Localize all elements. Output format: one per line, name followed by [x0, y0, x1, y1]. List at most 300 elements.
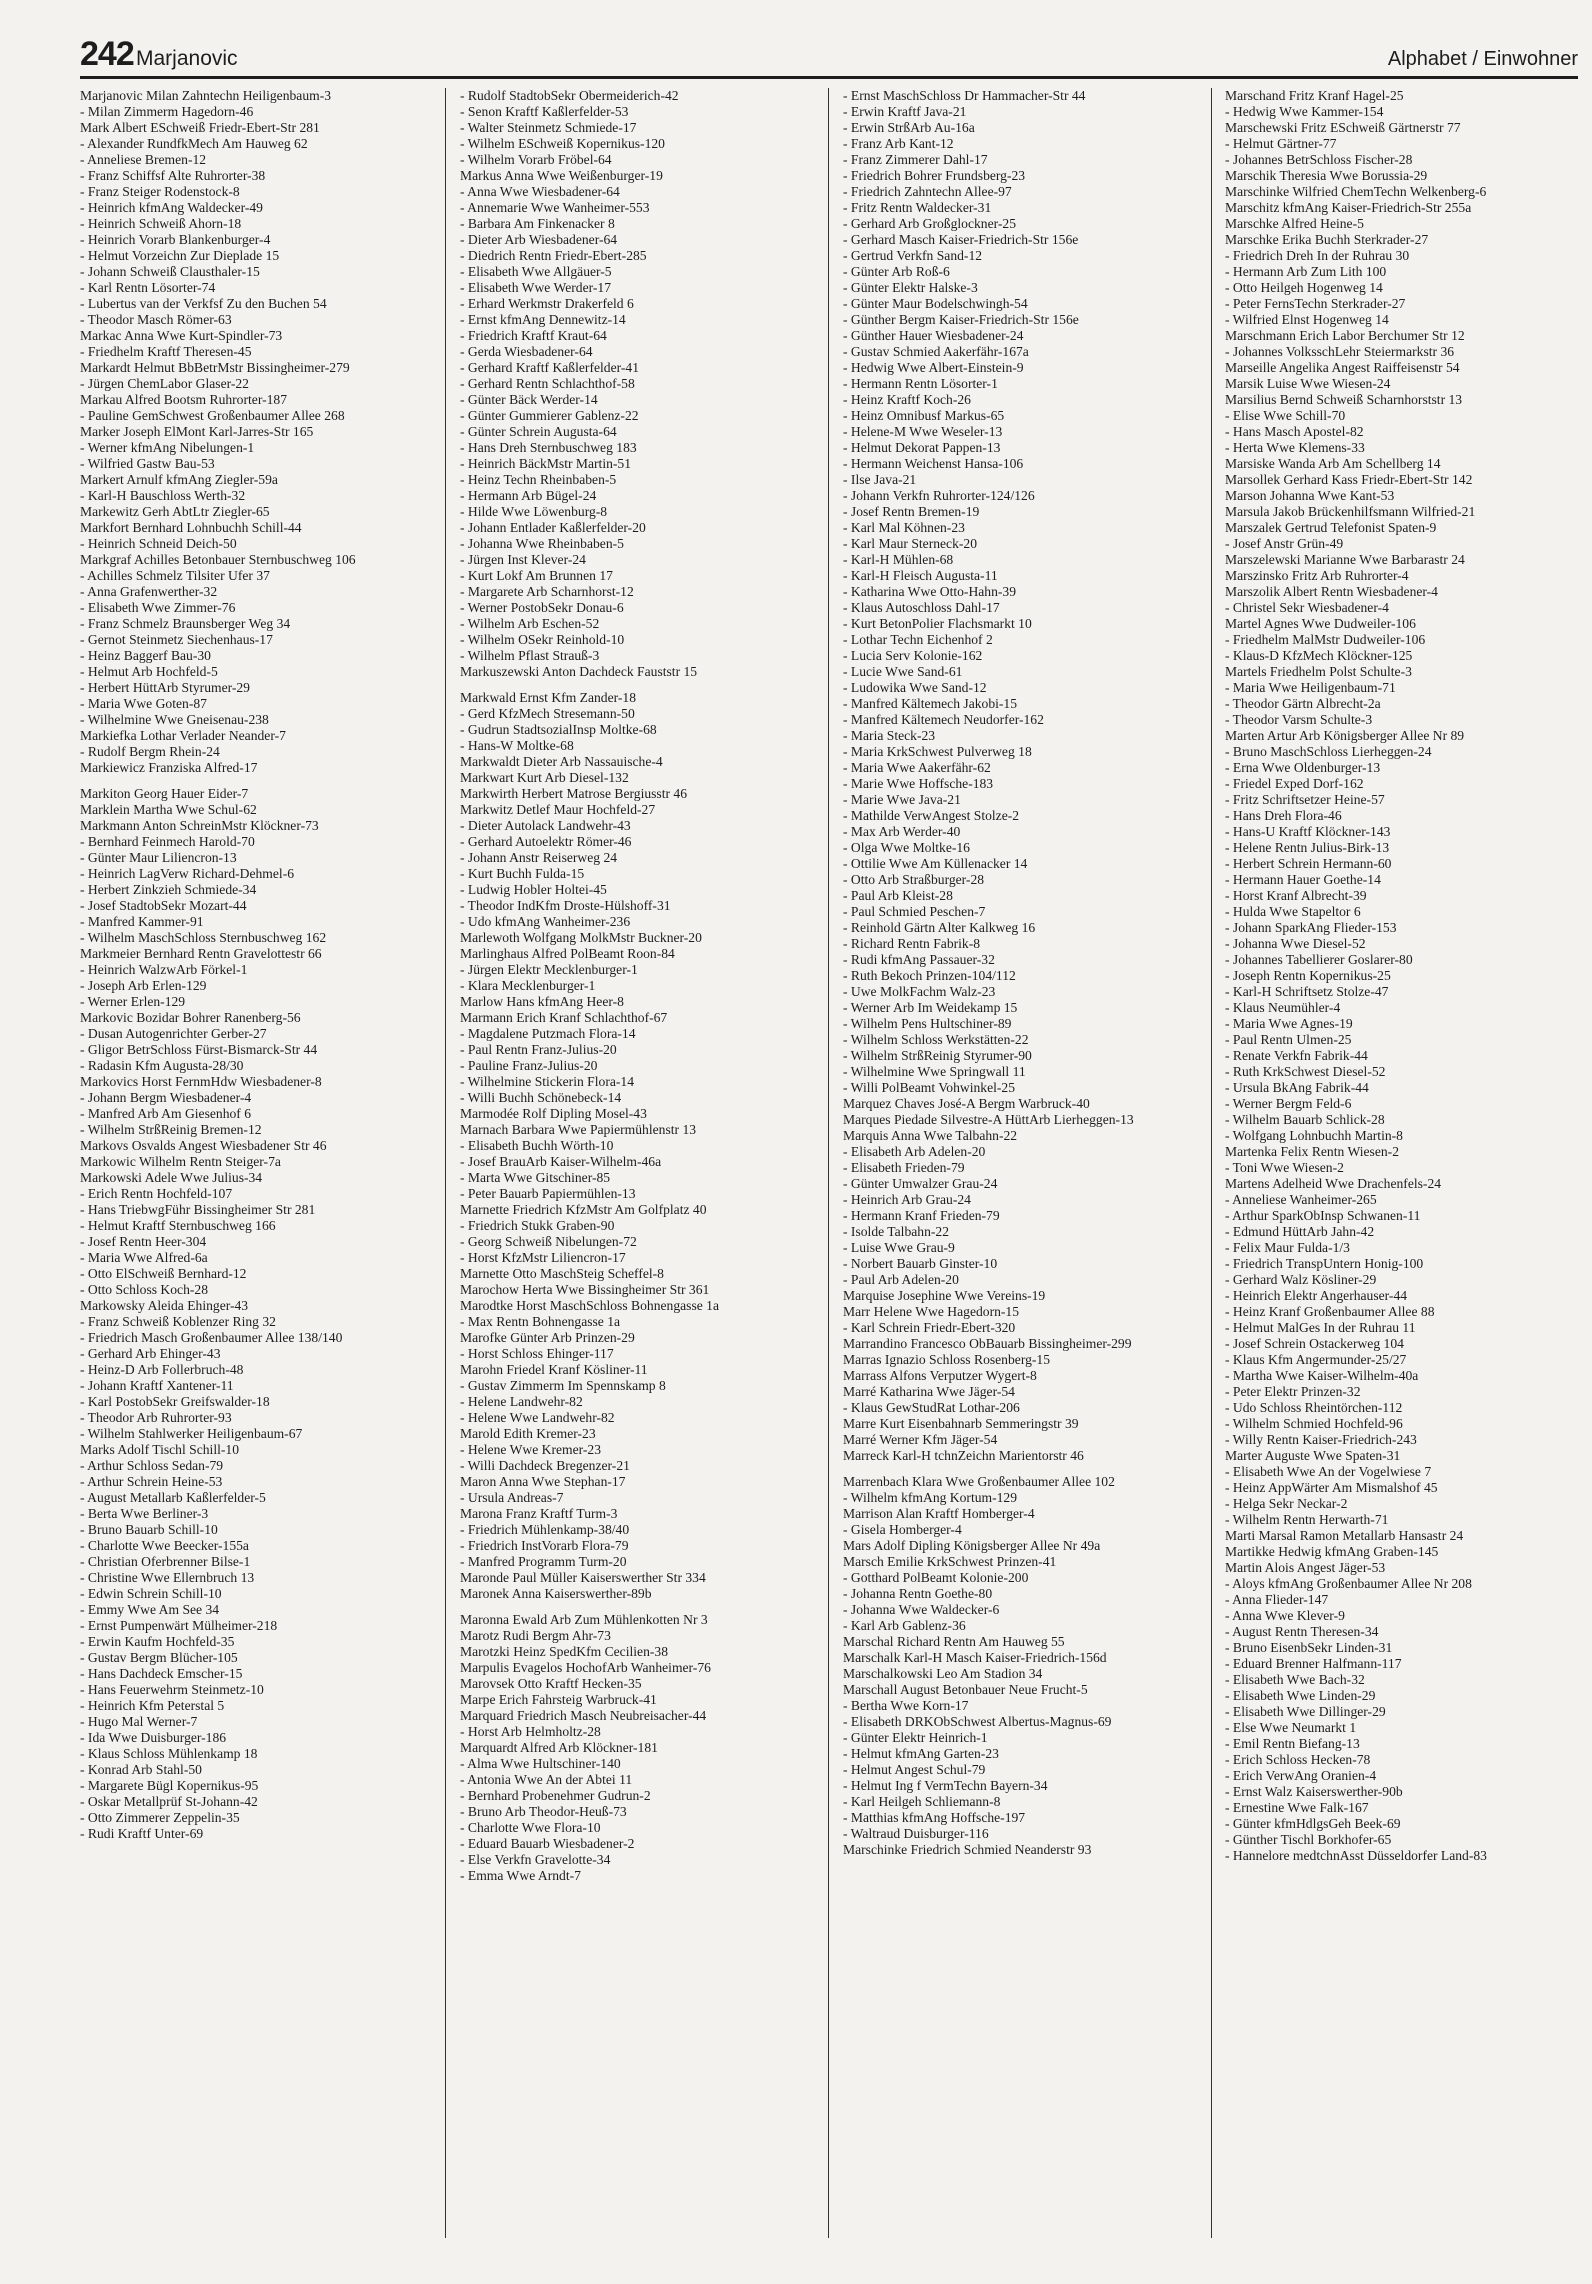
directory-entry: - Manfred Arb Am Giesenhof 6	[80, 1106, 252, 1121]
directory-entry: - Heinz-D Arb Follerbruch-48	[80, 1362, 244, 1377]
directory-entry: - Hans TriebwgFühr Bissingheimer Str 281	[80, 1202, 316, 1217]
directory-entry: - Lothar Techn Eichenhof 2	[843, 632, 993, 647]
directory-entry: Martels Friedhelm Polst Schulte-3	[1225, 664, 1412, 679]
directory-entry: Marquez Chaves José-A Bergm Warbruck-40	[843, 1096, 1090, 1111]
directory-entry: Markowsky Aleida Ehinger-43	[80, 1298, 249, 1313]
directory-entry: - Josef Anstr Grün-49	[1225, 536, 1344, 551]
directory-entry: - Christian Oferbrenner Bilse-1	[80, 1554, 251, 1569]
directory-entry: - Anna Flieder-147	[1225, 1592, 1329, 1607]
directory-entry: - Erich VerwAng Oranien-4	[1225, 1768, 1377, 1783]
directory-entry: Marrison Alan Kraftf Homberger-4	[843, 1506, 1035, 1521]
directory-entry: - Alexander RundfkMech Am Hauweg 62	[80, 136, 308, 151]
directory-entry: - Hermann Arb Zum Lith 100	[1225, 264, 1387, 279]
directory-entry: - Heinrich LagVerw Richard-Dehmel-6	[80, 866, 295, 881]
directory-entry: Marsilius Bernd Schweiß Scharnhorststr 13	[1225, 392, 1463, 407]
directory-entry: - Karl Heilgeh Schliemann-8	[843, 1794, 1001, 1809]
directory-entry: Markovics Horst FernmHdw Wiesbadener-8	[80, 1074, 322, 1089]
directory-entry: - Klara Mecklenburger-1	[460, 978, 596, 993]
directory-entry: - Gligor BetrSchloss Fürst-Bismarck-Str 44	[80, 1042, 318, 1057]
directory-entry: Marschke Erika Buchh Sterkrader-27	[1225, 232, 1429, 247]
directory-entry: - Wilhelm kfmAng Kortum-129	[843, 1490, 1018, 1505]
directory-entry: - Georg Schweiß Nibelungen-72	[460, 1234, 637, 1249]
directory-entry: - Rudi kfmAng Passauer-32	[843, 952, 995, 967]
directory-entry: - Berta Wwe Berliner-3	[80, 1506, 209, 1521]
directory-entry: - Johann Schweiß Clausthaler-15	[80, 264, 260, 279]
directory-entry: Markus Anna Wwe Weißenburger-19	[460, 168, 663, 183]
directory-entry: - Lucie Wwe Sand-61	[843, 664, 963, 679]
directory-entry: - Peter Bauarb Papiermühlen-13	[460, 1186, 636, 1201]
directory-entry: - Gerhard Masch Kaiser-Friedrich-Str 156e	[843, 232, 1079, 247]
directory-entry: Marklein Martha Wwe Schul-62	[80, 802, 257, 817]
directory-entry: Markau Alfred Bootsm Ruhrorter-187	[80, 392, 287, 407]
directory-entry: - Theodor Arb Ruhrorter-93	[80, 1410, 232, 1425]
directory-entry: - Horst KfzMstr Liliencron-17	[460, 1250, 626, 1265]
directory-entry: Marseille Angelika Angest Raiffeisenstr 54	[1225, 360, 1460, 375]
directory-entry: - Johann SparkAng Flieder-153	[1225, 920, 1397, 935]
directory-entry: - Ludwig Hobler Holtei-45	[460, 882, 607, 897]
directory-entry: Marszolik Albert Rentn Wiesbadener-4	[1225, 584, 1438, 599]
directory-entry: Markac Anna Wwe Kurt-Spindler-73	[80, 328, 283, 343]
directory-entry: Markmeier Bernhard Rentn Gravelottestr 66	[80, 946, 322, 961]
directory-entry: - Johannes BetrSchloss Fischer-28	[1225, 152, 1413, 167]
directory-entry: - Josef Schrein Ostackerweg 104	[1225, 1336, 1404, 1351]
directory-entry: - Ottilie Wwe Am Küllenacker 14	[843, 856, 1028, 871]
directory-entry: Marsula Jakob Brückenhilfsmann Wilfried-21	[1225, 504, 1476, 519]
directory-entry: - Heinz Techn Rheinbaben-5	[460, 472, 617, 487]
directory-entry: - Gerhard Arb Ehinger-43	[80, 1346, 221, 1361]
directory-entry: - Ruth Bekoch Prinzen-104/112	[843, 968, 1016, 983]
directory-entry: Marquis Anna Wwe Talbahn-22	[843, 1128, 1018, 1143]
directory-entry: - Horst Arb Helmholtz-28	[460, 1724, 601, 1739]
directory-entry: - Paul Rentn Ulmen-25	[1225, 1032, 1352, 1047]
directory-entry: - Friedrich Kraftf Kraut-64	[460, 328, 607, 343]
directory-entry: - Werner Bergm Feld-6	[1225, 1096, 1352, 1111]
directory-entry: - Elisabeth Wwe Linden-29	[1225, 1688, 1376, 1703]
directory-entry: - Elisabeth Wwe Allgäuer-5	[460, 264, 612, 279]
column-4	[1225, 88, 1543, 2238]
directory-entry: - Heinrich Vorarb Blankenburger-4	[80, 232, 271, 247]
directory-entry: - Bruno EisenbSekr Linden-31	[1225, 1640, 1393, 1655]
directory-entry: Marjanovic Milan Zahntechn Heiligenbaum-3	[80, 88, 332, 103]
directory-entry: Marofke Günter Arb Prinzen-29	[460, 1330, 635, 1345]
directory-entry: Maronde Paul Müller Kaiserswerther Str 334	[460, 1570, 706, 1585]
directory-entry: Marschinke Friedrich Schmied Neanderstr 93	[843, 1842, 1092, 1857]
directory-entry: - Karl Rentn Lösorter-74	[80, 280, 216, 295]
directory-entry: - Wilhelm StrßReinig Styrumer-90	[843, 1048, 1032, 1063]
directory-entry: - Waltraud Duisburger-116	[843, 1826, 989, 1841]
directory-entry: - Rudolf StadtobSekr Obermeiderich-42	[460, 88, 679, 103]
directory-entry: - Olga Wwe Moltke-16	[843, 840, 970, 855]
directory-entry: Marszinsko Fritz Arb Ruhrorter-4	[1225, 568, 1409, 583]
directory-entry: Marti Marsal Ramon Metallarb Hansastr 24	[1225, 1528, 1464, 1543]
directory-entry: - Gerhard Autoelektr Römer-46	[460, 834, 632, 849]
directory-entry: - Karl-H Mühlen-68	[843, 552, 954, 567]
directory-entry: - Willi Dachdeck Bregenzer-21	[460, 1458, 630, 1473]
directory-entry: - Günter Elektr Halske-3	[843, 280, 978, 295]
directory-entry: - Hermann Rentn Lösorter-1	[843, 376, 998, 391]
directory-entry: - Emil Rentn Biefang-13	[1225, 1736, 1360, 1751]
directory-entry: Marsch Emilie KrkSchwest Prinzen-41	[843, 1554, 1057, 1569]
directory-entry: - Otto Zimmerer Zeppelin-35	[80, 1810, 240, 1825]
directory-entry: - Hans-U Kraftf Klöckner-143	[1225, 824, 1391, 839]
directory-entry: Marrandino Francesco ObBauarb Bissingheimer-299	[843, 1336, 1132, 1351]
directory-entry: - Günter Maur Bodelschwingh-54	[843, 296, 1028, 311]
directory-entry: - Klaus Schloss Mühlenkamp 18	[80, 1746, 258, 1761]
directory-entry: - Erwin Kaufm Hochfeld-35	[80, 1634, 235, 1649]
directory-entry: Mars Adolf Dipling Königsberger Allee Nr 49a	[843, 1538, 1101, 1553]
directory-entry: - Friedhelm Kraftf Theresen-45	[80, 344, 252, 359]
directory-entry: - Ruth KrkSchwest Diesel-52	[1225, 1064, 1386, 1079]
directory-entry: - Arthur Schrein Heine-53	[80, 1474, 223, 1489]
directory-entry: - Wilhelm Pflast Strauß-3	[460, 648, 600, 663]
directory-entry: Maronek Anna Kaiserswerther-89b	[460, 1586, 652, 1601]
directory-entry: Markuszewski Anton Dachdeck Fauststr 15	[460, 664, 698, 679]
directory-entry: - Magdalene Putzmach Flora-14	[460, 1026, 636, 1041]
directory-entry: - Jürgen Elektr Mecklenburger-1	[460, 962, 638, 977]
directory-entry: - Theodor Varsm Schulte-3	[1225, 712, 1373, 727]
directory-entry: - Helmut Kraftf Sternbuschweg 166	[80, 1218, 276, 1233]
directory-entry: - Johann Bergm Wiesbadener-4	[80, 1090, 252, 1105]
directory-entry: - Toni Wwe Wiesen-2	[1225, 1160, 1344, 1175]
directory-entry: - Elisabeth Wwe Zimmer-76	[80, 600, 236, 615]
directory-entry: - Elisabeth Arb Adelen-20	[843, 1144, 986, 1159]
directory-entry: Marker Joseph ElMont Karl-Jarres-Str 165	[80, 424, 314, 439]
directory-entry: - Aloys kfmAng Großenbaumer Allee Nr 208	[1225, 1576, 1472, 1591]
directory-entry: - Klaus-D KfzMech Klöckner-125	[1225, 648, 1413, 663]
directory-entry: - Barbara Am Finkenacker 8	[460, 216, 615, 231]
directory-entry: - Herbert Schrein Hermann-60	[1225, 856, 1392, 871]
directory-entry: Marschik Theresia Wwe Borussia-29	[1225, 168, 1428, 183]
directory-entry: - Heinrich Schweiß Ahorn-18	[80, 216, 242, 231]
directory-entry: - Wilhelm OSekr Reinhold-10	[460, 632, 625, 647]
directory-entry: Markovs Osvalds Angest Wiesbadener Str 46	[80, 1138, 327, 1153]
directory-entry: Marré Katharina Wwe Jäger-54	[843, 1384, 1015, 1399]
directory-entry: - Elisabeth Wwe Bach-32	[1225, 1672, 1365, 1687]
directory-entry: - Heinz Omnibusf Markus-65	[843, 408, 1005, 423]
directory-entry: Marlinghaus Alfred PolBeamt Roon-84	[460, 946, 675, 961]
directory-entry: - Helene Wwe Landwehr-82	[460, 1410, 615, 1425]
directory-entry: - Johann Anstr Reiserweg 24	[460, 850, 618, 865]
directory-entry: - Helmut Ing f VermTechn Bayern-34	[843, 1778, 1048, 1793]
directory-entry: Marquardt Alfred Arb Klöckner-181	[460, 1740, 658, 1755]
directory-entry: - Charlotte Wwe Beecker-155a	[80, 1538, 249, 1553]
directory-entry: - Friedrich Stukk Graben-90	[460, 1218, 615, 1233]
directory-entry: Markwald Ernst Kfm Zander-18	[460, 690, 637, 705]
directory-entry: - Johannes VolksschLehr Steiermarkstr 36	[1225, 344, 1455, 359]
directory-entry: - Friedrich Mühlenkamp-38/40	[460, 1522, 630, 1537]
directory-entry: - Maria Wwe Alfred-6a	[80, 1250, 208, 1265]
directory-entry: - Manfred Kältemech Jakobi-15	[843, 696, 1018, 711]
directory-entry: - Kurt Lokf Am Brunnen 17	[460, 568, 613, 583]
directory-entry: - Norbert Bauarb Ginster-10	[843, 1256, 998, 1271]
directory-entry: - Günter Elektr Heinrich-1	[843, 1730, 988, 1745]
directory-entry: - Wilhelm Pens Hultschiner-89	[843, 1016, 1012, 1031]
directory-entry: - Helene Rentn Julius-Birk-13	[1225, 840, 1390, 855]
directory-entry: - Otto Heilgeh Hogenweg 14	[1225, 280, 1383, 295]
directory-entry: - Joseph Rentn Kopernikus-25	[1225, 968, 1391, 983]
section-title: Alphabet / Einwohner	[1387, 48, 1578, 70]
directory-entry: - Gudrun StadtsozialInsp Moltke-68	[460, 722, 657, 737]
directory-entry: - Udo Schloss Rheintörchen-112	[1225, 1400, 1403, 1415]
directory-entry: Marsollek Gerhard Kass Friedr-Ebert-Str 142	[1225, 472, 1473, 487]
directory-entry: - Josef StadtobSekr Mozart-44	[80, 898, 247, 913]
directory-entry: Marquard Friedrich Masch Neubreisacher-44	[460, 1708, 707, 1723]
directory-entry: Markardt Helmut BbBetrMstr Bissingheimer-279	[80, 360, 350, 375]
directory-entry: - Bruno Arb Theodor-Heuß-73	[460, 1804, 627, 1819]
directory-entry: - Walter Steinmetz Schmiede-17	[460, 120, 637, 135]
directory-entry: - Anneliese Wanheimer-265	[1225, 1192, 1377, 1207]
directory-entry: - Edmund HüttArb Jahn-42	[1225, 1224, 1375, 1239]
directory-entry: - Klaus Neumühler-4	[1225, 1000, 1341, 1015]
directory-entry: - Diedrich Rentn Friedr-Ebert-285	[460, 248, 647, 263]
directory-entry: Marré Werner Kfm Jäger-54	[843, 1432, 998, 1447]
directory-entry: - Lucia Serv Kolonie-162	[843, 648, 983, 663]
directory-columns	[0, 88, 1592, 2284]
directory-entry: Martel Agnes Wwe Dudweiler-106	[1225, 616, 1416, 631]
directory-entry: Marlow Hans kfmAng Heer-8	[460, 994, 624, 1009]
directory-entry: Markwaldt Dieter Arb Nassauische-4	[460, 754, 663, 769]
directory-entry: - Klaus Kfm Angermunder-25/27	[1225, 1352, 1407, 1367]
directory-entry: - Fritz Rentn Waldecker-31	[843, 200, 992, 215]
directory-entry: - Herbert HüttArb Styrumer-29	[80, 680, 250, 695]
directory-entry: - Theodor Masch Römer-63	[80, 312, 232, 327]
directory-entry: - Heinrich WalzwArb Förkel-1	[80, 962, 248, 977]
directory-entry: - Herbert Zinkzieh Schmiede-34	[80, 882, 257, 897]
directory-entry: - Wilhelmine Wwe Springwall 11	[843, 1064, 1026, 1079]
directory-entry: - Wilhelm Vorarb Fröbel-64	[460, 152, 612, 167]
directory-entry: Marohn Friedel Kranf Kösliner-11	[460, 1362, 648, 1377]
directory-entry: - Isolde Talbahn-22	[843, 1224, 950, 1239]
directory-entry: - Elisabeth DRKObSchwest Albertus-Magnus-69	[843, 1714, 1112, 1729]
directory-entry: - Ernst MaschSchloss Dr Hammacher-Str 44	[843, 88, 1086, 103]
directory-entry: - Werner Erlen-129	[80, 994, 186, 1009]
directory-entry: - Josef BrauArb Kaiser-Wilhelm-46a	[460, 1154, 662, 1169]
directory-entry: Maronna Ewald Arb Zum Mühlenkotten Nr 3	[460, 1612, 708, 1627]
directory-entry: - Pauline GemSchwest Großenbaumer Allee 268	[80, 408, 345, 423]
directory-entry: - Johanna Wwe Diesel-52	[1225, 936, 1366, 951]
directory-entry: Marschmann Erich Labor Berchumer Str 12	[1225, 328, 1465, 343]
directory-entry: Martikke Hedwig kfmAng Graben-145	[1225, 1544, 1439, 1559]
directory-entry: - Anna Grafenwerther-32	[80, 584, 218, 599]
directory-entry: Marras Ignazio Schloss Rosenberg-15	[843, 1352, 1051, 1367]
directory-entry: - Anneliese Bremen-12	[80, 152, 207, 167]
directory-entry: Marmodée Rolf Dipling Mosel-43	[460, 1106, 647, 1121]
directory-entry: - Johann Verkfn Ruhrorter-124/126	[843, 488, 1035, 503]
directory-entry: - Friedel Exped Dorf-162	[1225, 776, 1364, 791]
directory-entry: Marschinke Wilfried ChemTechn Welkenberg-6	[1225, 184, 1487, 199]
directory-entry: - Renate Verkfn Fabrik-44	[1225, 1048, 1368, 1063]
directory-entry: - Helmut kfmAng Garten-23	[843, 1746, 999, 1761]
directory-entry: - Dusan Autogenrichter Gerber-27	[80, 1026, 267, 1041]
directory-entry: - Arthur SparkObInsp Schwanen-11	[1225, 1208, 1421, 1223]
directory-entry: - Ernestine Wwe Falk-167	[1225, 1800, 1369, 1815]
directory-entry: - Pauline Franz-Julius-20	[460, 1058, 598, 1073]
directory-entry: - Heinrich BäckMstr Martin-51	[460, 456, 632, 471]
directory-entry: Marotz Rudi Bergm Ahr-73	[460, 1628, 611, 1643]
directory-entry: - Johanna Wwe Rheinbaben-5	[460, 536, 624, 551]
directory-entry: - Werner kfmAng Nibelungen-1	[80, 440, 255, 455]
directory-entry: Marpulis Evagelos HochofArb Wanheimer-76	[460, 1660, 711, 1675]
directory-entry: Marquise Josephine Wwe Vereins-19	[843, 1288, 1046, 1303]
directory-entry: - Erich Rentn Hochfeld-107	[80, 1186, 233, 1201]
directory-entry: - Ludowika Wwe Sand-12	[843, 680, 987, 695]
directory-entry: Marnette Otto MaschSteig Scheffel-8	[460, 1266, 664, 1281]
directory-entry: - Wilhelm MaschSchloss Sternbuschweg 162	[80, 930, 327, 945]
directory-entry: Marschitz kfmAng Kaiser-Friedrich-Str 255a	[1225, 200, 1472, 215]
directory-entry: - Joseph Arb Erlen-129	[80, 978, 207, 993]
directory-entry: Marschal Richard Rentn Am Hauweg 55	[843, 1634, 1065, 1649]
directory-entry: - Hans Dreh Flora-46	[1225, 808, 1342, 823]
directory-entry: Marschke Alfred Heine-5	[1225, 216, 1364, 231]
directory-entry: - Wilhelmine Wwe Gneisenau-238	[80, 712, 269, 727]
page-number: 242	[80, 35, 134, 73]
directory-entry: Markgraf Achilles Betonbauer Sternbuschweg 106	[80, 552, 356, 567]
directory-entry: - Hermann Arb Bügel-24	[460, 488, 597, 503]
directory-entry: - Gerd KfzMech Stresemann-50	[460, 706, 635, 721]
directory-entry: Markiefka Lothar Verlader Neander-7	[80, 728, 286, 743]
directory-entry: Marr Helene Wwe Hagedorn-15	[843, 1304, 1020, 1319]
directory-entry: - Gisela Homberger-4	[843, 1522, 962, 1537]
directory-entry: - Wilhelm Stahlwerker Heiligenbaum-67	[80, 1426, 303, 1441]
directory-entry: - Friedrich InstVorarb Flora-79	[460, 1538, 629, 1553]
directory-entry: - Elisabeth Buchh Wörth-10	[460, 1138, 614, 1153]
directory-entry: - Antonia Wwe An der Abtei 11	[460, 1772, 633, 1787]
directory-entry: - Reinhold Gärtn Alter Kalkweg 16	[843, 920, 1036, 935]
directory-entry: - Karl PostobSekr Greifswalder-18	[80, 1394, 270, 1409]
directory-entry: - Günter Arb Roß-6	[843, 264, 950, 279]
directory-entry: - Elise Wwe Schill-70	[1225, 408, 1346, 423]
directory-entry: - Heinz Baggerf Bau-30	[80, 648, 211, 663]
directory-entry: Marter Auguste Wwe Spaten-31	[1225, 1448, 1401, 1463]
directory-entry: - Manfred Kältemech Neudorfer-162	[843, 712, 1044, 727]
directory-entry: - Hulda Wwe Stapeltor 6	[1225, 904, 1361, 919]
directory-entry: - Werner Arb Im Weidekamp 15	[843, 1000, 1018, 1015]
directory-entry: - Helene-M Wwe Weseler-13	[843, 424, 1003, 439]
directory-entry: - Elisabeth Wwe Dillinger-29	[1225, 1704, 1386, 1719]
directory-entry: - Achilles Schmelz Tilsiter Ufer 37	[80, 568, 270, 583]
directory-entry: - Dieter Arb Wiesbadener-64	[460, 232, 618, 247]
directory-entry: - Erwin StrßArb Au-16a	[843, 120, 975, 135]
directory-entry: - Udo kfmAng Wanheimer-236	[460, 914, 631, 929]
directory-entry: - Theodor Gärtn Albrecht-2a	[1225, 696, 1381, 711]
directory-entry: Marschalkowski Leo Am Stadion 34	[843, 1666, 1043, 1681]
directory-entry: - Erwin Kraftf Java-21	[843, 104, 967, 119]
directory-entry: - Franz Steiger Rodenstock-8	[80, 184, 240, 199]
directory-entry: - Mathilde VerwAngest Stolze-2	[843, 808, 1020, 823]
directory-entry: - Margarete Bügl Kopernikus-95	[80, 1778, 259, 1793]
directory-entry: - Heinrich Elektr Angerhauser-44	[1225, 1288, 1408, 1303]
directory-entry: - Bertha Wwe Korn-17	[843, 1698, 969, 1713]
directory-entry: - Ernst Walz Kaiserswerther-90b	[1225, 1784, 1403, 1799]
directory-entry: - Eduard Brenner Halfmann-117	[1225, 1656, 1402, 1671]
directory-entry: Marpe Erich Fahrsteig Warbruck-41	[460, 1692, 657, 1707]
directory-entry: - Wilhelm ESchweiß Kopernikus-120	[460, 136, 665, 151]
directory-entry: - Wilhelm Arb Eschen-52	[460, 616, 600, 631]
directory-entry: - Charlotte Wwe Flora-10	[460, 1820, 601, 1835]
directory-entry: Marlewoth Wolfgang MolkMstr Buckner-20	[460, 930, 702, 945]
directory-entry: Marschand Fritz Kranf Hagel-25	[1225, 88, 1404, 103]
directory-entry: Marotzki Heinz SpedKfm Cecilien-38	[460, 1644, 669, 1659]
directory-entry: - Otto ElSchweiß Bernhard-12	[80, 1266, 247, 1281]
directory-entry: - Hans Masch Apostel-82	[1225, 424, 1364, 439]
directory-entry: Martens Adelheid Wwe Drachenfels-24	[1225, 1176, 1442, 1191]
directory-entry: - Hans Dachdeck Emscher-15	[80, 1666, 243, 1681]
directory-entry: - Gerda Wiesbadener-64	[460, 344, 593, 359]
directory-entry: Marrenbach Klara Wwe Großenbaumer Allee 102	[843, 1474, 1115, 1489]
directory-entry: - Hugo Mal Werner-7	[80, 1714, 198, 1729]
directory-entry: - Anna Wwe Klever-9	[1225, 1608, 1345, 1623]
directory-entry: Markert Arnulf kfmAng Ziegler-59a	[80, 472, 278, 487]
directory-entry: - Friedrich Zahntechn Allee-97	[843, 184, 1012, 199]
directory-entry: - Bruno MaschSchloss Lierheggen-24	[1225, 744, 1432, 759]
directory-entry: - Günter Bäck Werder-14	[460, 392, 598, 407]
directory-entry: - Günter Schrein Augusta-64	[460, 424, 617, 439]
directory-entry: - Maria KrkSchwest Pulverweg 18	[843, 744, 1032, 759]
directory-entry: Marochow Herta Wwe Bissingheimer Str 361	[460, 1282, 710, 1297]
directory-entry: - Hans-W Moltke-68	[460, 738, 574, 753]
directory-entry: - Milan Zimmerm Hagedorn-46	[80, 104, 254, 119]
directory-entry: - Matthias kfmAng Hoffsche-197	[843, 1810, 1026, 1825]
directory-entry: - Friedrich Bohrer Frundsberg-23	[843, 168, 1026, 183]
directory-entry: - Günther Tischl Borkhofer-65	[1225, 1832, 1392, 1847]
directory-entry: - Günter Umwalzer Grau-24	[843, 1176, 998, 1191]
directory-entry: - Josef Rentn Heer-304	[80, 1234, 207, 1249]
directory-entry: Markfort Bernhard Lohnbuchh Schill-44	[80, 520, 302, 535]
directory-entry: - Wilfried Gastw Bau-53	[80, 456, 215, 471]
directory-entry: - Hermann Hauer Goethe-14	[1225, 872, 1381, 887]
directory-entry: Markiton Georg Hauer Eider-7	[80, 786, 249, 801]
directory-entry: - Senon Kraftf Kaßlerfelder-53	[460, 104, 629, 119]
directory-entry: - Max Arb Werder-40	[843, 824, 961, 839]
running-head-name: Marjanovic	[136, 47, 238, 70]
directory-entry: - Paul Arb Kleist-28	[843, 888, 953, 903]
page-header	[80, 32, 1578, 79]
directory-entry: - Günter kfmHdlgsGeh Beek-69	[1225, 1816, 1401, 1831]
directory-entry: - Rudi Kraftf Unter-69	[80, 1826, 204, 1841]
directory-entry: - Heinrich kfmAng Waldecker-49	[80, 200, 263, 215]
directory-entry: - Konrad Arb Stahl-50	[80, 1762, 202, 1777]
directory-entry: - Hilde Wwe Löwenburg-8	[460, 504, 608, 519]
directory-entry: - Theodor IndKfm Droste-Hülshoff-31	[460, 898, 671, 913]
directory-entry: Marschalk Karl-H Masch Kaiser-Friedrich-156d	[843, 1650, 1107, 1665]
directory-entry: Markowic Wilhelm Rentn Steiger-7a	[80, 1154, 281, 1169]
directory-entry: - Alma Wwe Hultschiner-140	[460, 1756, 621, 1771]
directory-entry: - Heinz Kraftf Koch-26	[843, 392, 971, 407]
directory-entry: - Helmut Dekorat Pappen-13	[843, 440, 1001, 455]
directory-entry: - August Rentn Theresen-34	[1225, 1624, 1379, 1639]
directory-entry: - Heinrich Schneid Deich-50	[80, 536, 237, 551]
directory-entry: - Rudolf Bergm Rhein-24	[80, 744, 220, 759]
directory-entry: - Peter FernsTechn Sterkrader-27	[1225, 296, 1406, 311]
directory-entry: - Manfred Programm Turm-20	[460, 1554, 627, 1569]
directory-entry: - Heinz AppWärter Am Mismalshof 45	[1225, 1480, 1438, 1495]
directory-entry: Marnette Friedrich KfzMstr Am Golfplatz 40	[460, 1202, 707, 1217]
directory-entry: - Maria Steck-23	[843, 728, 936, 743]
directory-entry: - Johann Entlader Kaßlerfelder-20	[460, 520, 646, 535]
column-2	[460, 88, 778, 2238]
directory-entry: - Helga Sekr Neckar-2	[1225, 1496, 1348, 1511]
directory-entry: Marre Kurt Eisenbahnarb Semmeringstr 39	[843, 1416, 1079, 1431]
directory-entry: Marsiske Wanda Arb Am Schellberg 14	[1225, 456, 1441, 471]
directory-entry: - Helene Landwehr-82	[460, 1394, 583, 1409]
directory-entry: - Helmut Arb Hochfeld-5	[80, 664, 218, 679]
directory-entry: Markewitz Gerh AbtLtr Ziegler-65	[80, 504, 270, 519]
directory-entry: - Emma Wwe Arndt-7	[460, 1868, 581, 1883]
directory-entry: - Helmut Vorzeichn Zur Dieplade 15	[80, 248, 280, 263]
directory-entry: Mark Albert ESchweiß Friedr-Ebert-Str 281	[80, 120, 320, 135]
directory-entry: - Gernot Steinmetz Siechenhaus-17	[80, 632, 273, 647]
directory-entry: - Horst Kranf Albrecht-39	[1225, 888, 1367, 903]
